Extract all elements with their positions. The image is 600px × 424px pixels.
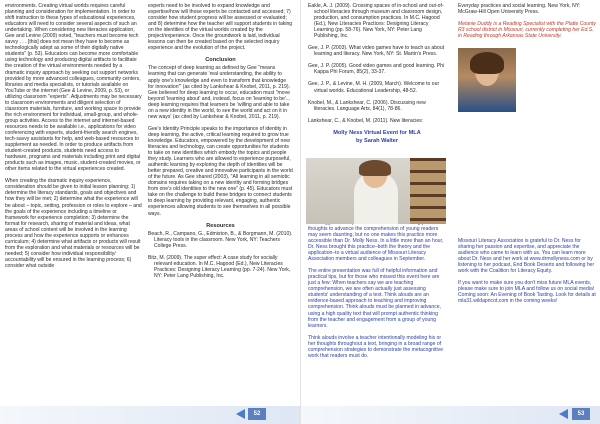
event-byline: by Sarah Walter (355, 137, 399, 144)
paragraph: The concept of deep learning as defined by Gee "means learning that can generate 'real understanding, the ability to apply one's knowledge and even to transform that knowledge for innovation'" (as cited by Lankshear & Knobel, 2011, p. 219). Gee believed for deep learning to occur, education must "move beyond 'learning about' and, instead, focus on 'learning to be'... deep learning requires that learners be 'willing and able to take on a new identity in the world, to see the world and act on it in new ways' (as cited by Lankshear & Knobel, 2011, p. 219). (148, 65, 291, 120)
author-photo (458, 48, 516, 112)
person-hair (359, 160, 391, 176)
bookshelf (410, 158, 446, 224)
arrow-left-icon[interactable] (236, 409, 245, 419)
arrow-left-icon[interactable] (559, 409, 568, 419)
event-paragraph: Think alouds involve a teacher intentionally modeling his or her thoughts throughout a text, bringing in a broad range of comprehension strategies to demonstrate the metacognitive work that readers must do. (308, 334, 444, 359)
reference: Bitz, M. (2009). The super effect: A case study for socially relevant education. In M.C. Hagood (Ed.), New Literacies Practices: Designing Literacy Learning (pp. 7-24). New York, NY: Peter Lang Publishing, Inc. (148, 254, 291, 279)
paragraph: When creating the dramatic inquiry experience, consideration should be given to initial lesson planning: 1) determine the literacy standards, goals and objectives and how they will be met; 2) determine what the experience will be about – topic, setting, profession or roles to explore – and the goals of the experience including a timeline or framework for experience completion; 3) determine the format for research, sharing of material and ideas, what areas of school content will be involved in the learning process and how the experience supports or enhances curriculum; 4) determine what artifacts or products will result from the exploration and what materials or resources will be needed; 5) consider how individual responsibility/ accountability will be ensured in the learning process; 6) consider what outside (5, 178, 142, 269)
right-column-2 (458, 3, 596, 45)
paragraph: experts need to be involved to expand knowledge and expertise/how will those experts be contacted and accessed; 7) consider how student progress will be assessed or evaluated; and 8) determine how the teacher will support students in taking on the identities of the virtual worlds created by the project/experience. Once the groundwork is laid, individual lessons can then be created based on the selected inquiry experience and the evolution of the project. (148, 3, 293, 52)
left-column-2 (148, 3, 293, 285)
event-paragraph: The entire presentation was full of helpful information and practical tips, but for those who missed this event here are just a few: When teachers say we are teaching comprehension, we are often actually just assessing students' understanding of a text. Think alouds are an evidence-based approach to teaching and improving comprehension. Think alouds must be planned in advance, using a high quality text that will prompt authentic thinking from the teacher and engagement from a group of young learners. (308, 268, 441, 329)
event-paragraph: thoughts to advance the comprehension of young readers may seem daunting, but no one makes this practice more accessible than Dr. Molly Ness. In a little more than an hour, Dr. Ness brought this practice–both the theory and the application–to a virtual audience of Missouri Literacy Association members and colleagues in September. (308, 225, 444, 263)
paragraph: Gee's Identity Principle speaks to the importance of identity in deep learning, the active, critical learning required to grow true knowledge. Educators, empowered by the development of new literacies and technology, can create opportunities for students to take on new identities which embody the topics and people they study. Learners who are allowed to experience purposeful, authentic learning by exploring the depth of identities will be better prepared, creative and innovative participants in the world of the future. As Gee shared (2003), "All learning in all semiotic domains requires taking on a new identity and forming bridges from one's old identities to the new one" (p. 45). Educators must take on the challenge to build these bridges to connect students to deep learning by providing relevant, engaging, authentic experiences allowing students to see themselves in all possible ways. (148, 125, 293, 217)
conclusion-heading: Conclusion (205, 57, 236, 64)
closing-paragraph: Missouri Literacy Association is grateful to Dr. Ness for sharing her passion and expertise, and appreciate the audience who came to learn with us. You can learn more about Dr. Ness and her work at www.drmollyness.com or by listening to her podcast, End Book Deserts and following her work with the Coalition for Literacy Equity. (458, 238, 595, 275)
reference-continued: Everyday practices and social learning. New York, NY: McGraw-Hill Open University Press. (458, 3, 581, 16)
reference: Eakle, A. J. (2009). Crossing spaces of in-school and out-of-school literacies through museum and classroom design, production, and consumption practices. In M.C. Hagood (Ed.), New Literacies Practices: Designing Literacy Learning (pp. 58-76). New York, NY: Peter Lang Publishing, Inc. (308, 3, 444, 40)
left-column-1 (5, 3, 142, 275)
reference: Lankshear, C., & Knobel, M. (2011). New literacies: (308, 117, 424, 124)
resources-heading: Resources (206, 222, 235, 229)
reference: Knobel, M., & Lankshear, C. (2006). Discussing new literacies. Language Arts, 84(1), 78-86. (308, 99, 426, 112)
reference: Gee, J. P. (2003). What video games have to teach us about learning and literacy. New York, NY: St. Martin's Press. (308, 45, 445, 58)
reference: Gee, J. P., & Levine, M. H. (2009, March). Welcome to our virtual worlds. Educational Leadership, 48-52. (308, 81, 440, 94)
event-title: Molly Ness Virtual Event for MLA (333, 129, 421, 136)
closing-paragraph: If you want to make sure you don't miss future MLA events, please make sure to join MLA and follow us on social media! Coming soon: An Evening of Book Tasting. Look for details at mla31.wildapricot.com in the coming weeks! (458, 280, 596, 305)
paragraph: environments. Creating virtual worlds requires careful planning and consideration for implementation. In order to shift instruction to these types of educational experiences, educators will need to consider several aspects of such an undertaking. When considering new literacies application, Gee and Levine (2009) noted, "teachers must become tech savvy . . . [this] does not mean they have to become as technologically adept as some of their digitally native students" (p. 53). Educators can become more comfortable using technology and producing digital artifacts to facilitate the creation of the virtual environments needed by a dramatic inquiry approach by seeking out support networks provided by more advanced colleagues, community centers, libraries and media specialists, or tutorials available on YouTube or the internet (Gee & Levine, 2009, p. 53), or utilizing classroom "experts". Adjustments may be necessary to classroom environments and diligent selection of classroom materials, furniture, and working space to provide the rich environment for individual, small-group, and whole-group activities. Access to the internet and internet-based resources needs to be available i.e., applications for video conferencing with experts, student-friendly search engines, tech-savvy assistants for help, and web-based resources to supplement as needed. In order to produce artifacts from student-created products, students need access to hardware, programs and materials including print and digital products such as images, music, student-created movies, or other items related to the virtual experiences created. (5, 3, 142, 173)
footer-band (301, 406, 600, 424)
right-column-2-lower (458, 238, 596, 310)
page-number: 52 (248, 408, 266, 420)
molly-ness-photo (306, 158, 446, 224)
page-number: 53 (572, 408, 590, 420)
reference: Gee, J. P. (2005). Good video games and good learning. Phi Kappa Phi Forum, 85(2), 33-37. (308, 63, 445, 76)
author-note: Melanie Duddy is a Reading Specialist with the Platte County R3 school district in Missouri, currently completing her Ed.S. in Reading through Arkansas State University. (458, 21, 596, 40)
reference: Beach, R., Campano, G., Edmiston, B., & Borgmann, M. (2010). Literacy tools in the classroom. New York, NY: Teachers College Press. (148, 230, 293, 249)
